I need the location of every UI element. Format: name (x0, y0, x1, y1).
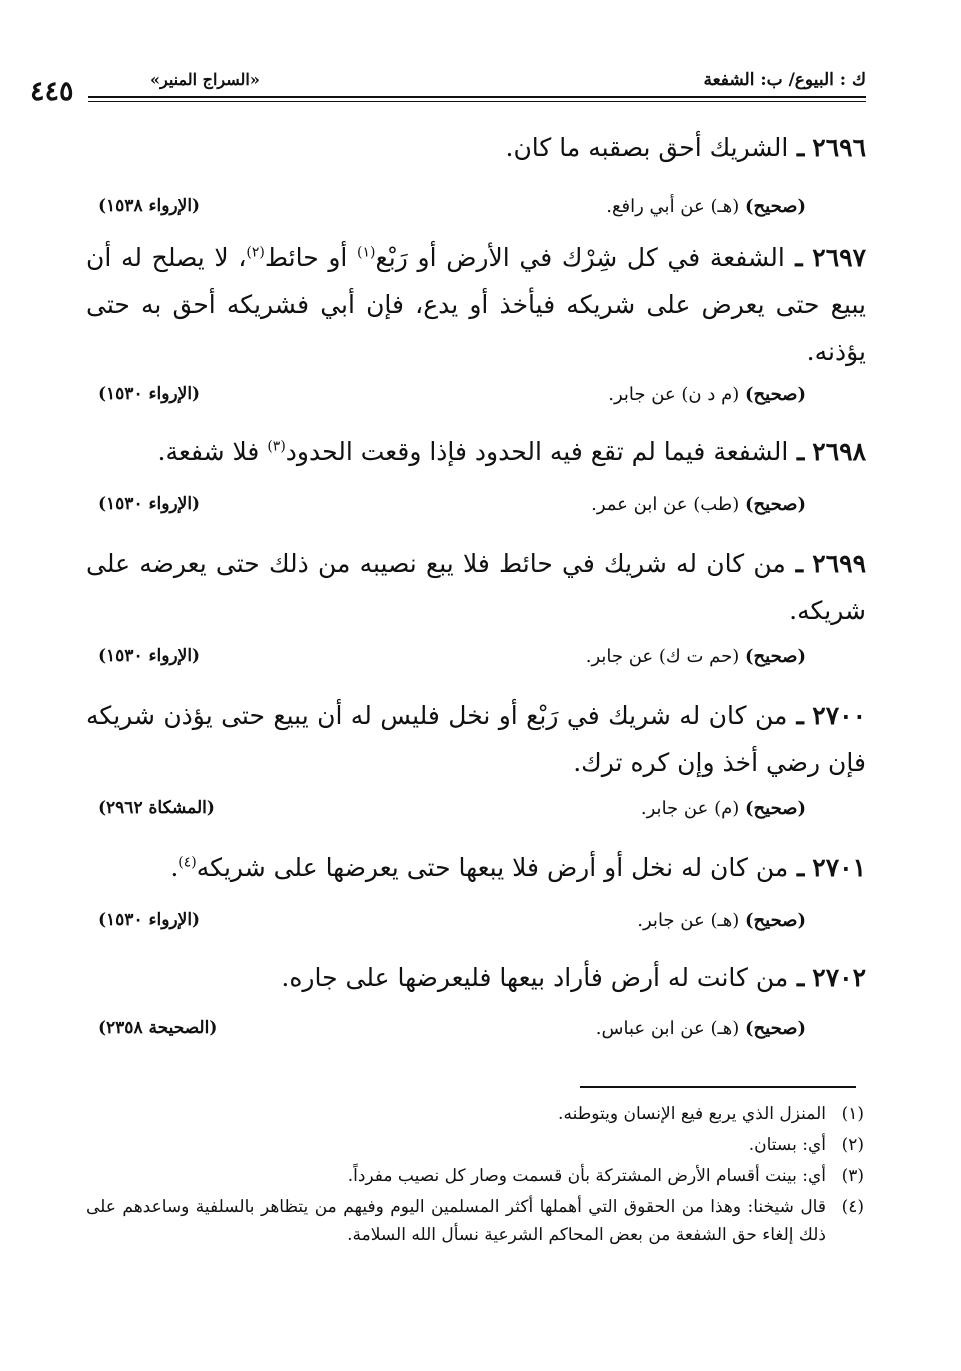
hadith-text: . (170, 853, 179, 882)
hadith-reference: (الإرواء ١٥٣٠) (98, 910, 201, 930)
hadith-reference: (الإرواء ١٥٣٠) (98, 494, 201, 514)
hadith-reference: (الصحيحة ٢٣٥٨) (98, 1018, 218, 1038)
footnote-item (86, 1193, 864, 1249)
hadith-dash: ـ (788, 853, 805, 882)
hadith-number: ٢٧٠٢ (812, 963, 866, 992)
hadith-reference: (الإرواء ١٥٣٠) (98, 384, 201, 404)
hadith-narrator: (م د ن) عن جابر. (608, 384, 740, 405)
hadith-source (86, 1018, 866, 1048)
page-number: ٤٤٥ (30, 76, 74, 107)
hadith-reference: (الإرواء ١٥٣٨) (98, 196, 201, 216)
hadith-entry (86, 428, 866, 475)
hadith-text: الشفعة في كل شِرْك في الأرض أو رَبْع (375, 243, 785, 272)
hadith-grade: (صحيح) (745, 494, 806, 515)
hadith-number: ٢٦٩٨ (812, 437, 866, 466)
footnote-number: (٣) (841, 1166, 864, 1186)
chapter-title: ك : البيوع/ ب: الشفعة (703, 70, 866, 90)
hadith-source (86, 384, 866, 414)
footnote-item (86, 1162, 864, 1190)
hadith-reference: (الإرواء ١٥٣٠) (98, 646, 201, 666)
book-title: «السراج المنير» (150, 70, 260, 89)
header-rule (88, 96, 866, 98)
hadith-narrator: (هـ) عن جابر. (637, 910, 740, 931)
hadith-source (86, 910, 866, 940)
footnote-marker[interactable]: (٤) (178, 854, 197, 871)
hadith-entry (86, 124, 866, 171)
hadith-number: ٢٧٠٠ (812, 701, 866, 730)
hadith-dash: ـ (788, 963, 805, 992)
hadith-dash: ـ (788, 133, 805, 162)
hadith-text: الشفعة فيما لم تقع فيه الحدود فإذا وقعت الحدود (285, 437, 789, 466)
footnote-marker[interactable]: (١) (357, 244, 376, 261)
hadith-dash: ـ (788, 437, 805, 466)
footnotes (86, 1100, 864, 1252)
footnote-marker[interactable]: (٣) (267, 438, 286, 455)
hadith-narrator: (طب) عن ابن عمر. (591, 494, 740, 515)
hadith-grade: (صحيح) (745, 646, 806, 667)
hadith-source (86, 494, 866, 524)
footnote-item (86, 1131, 864, 1159)
hadith-source (86, 798, 866, 828)
hadith-dash: ـ (785, 549, 804, 578)
hadith-number: ٢٧٠١ (812, 853, 866, 882)
footnote-text: أي: بينت أقسام الأرض المشتركة بأن قسمت وصار كل نصيب مفرداً. (347, 1166, 826, 1186)
hadith-number: ٢٦٩٦ (812, 133, 866, 162)
hadith-source (86, 646, 866, 676)
hadith-entry (86, 844, 866, 891)
hadith-entry (86, 692, 866, 786)
hadith-entry (86, 954, 866, 1001)
hadith-text: أو حائط (264, 243, 358, 272)
hadith-text: من كان له شريك في حائط فلا يبع نصيبه من ذلك حتى يعرضه على شريكه. (86, 549, 866, 625)
hadith-entry (86, 234, 866, 375)
header-rule-thin (88, 101, 866, 102)
hadith-grade: (صحيح) (745, 196, 806, 217)
hadith-source (86, 196, 866, 226)
hadith-text: من كان له نخل أو أرض فلا يبعها حتى يعرضها على شريكه (196, 853, 789, 882)
hadith-narrator: (حم ت ك) عن جابر. (585, 646, 740, 667)
hadith-grade: (صحيح) (745, 1018, 806, 1039)
hadith-grade: (صحيح) (745, 384, 806, 405)
footnote-item (86, 1100, 864, 1128)
footnote-text: المنزل الذي يربع فيع الإنسان ويتوطنه. (558, 1104, 826, 1124)
footnote-number: (٤) (841, 1197, 864, 1217)
hadith-text: فلا شفعة. (157, 437, 268, 466)
footnote-separator (580, 1086, 856, 1088)
hadith-dash: ـ (784, 243, 803, 272)
hadith-text: من كانت له أرض فأراد بيعها فليعرضها على جاره. (281, 963, 789, 992)
hadith-grade: (صحيح) (745, 910, 806, 931)
hadith-narrator: (هـ) عن أبي رافع. (606, 196, 740, 217)
footnote-text: أي: بستان. (748, 1135, 826, 1155)
hadith-entry (86, 540, 866, 634)
footnote-text: قال شيخنا: وهذا من الحقوق التي أهملها أكثر المسلمين اليوم وفيهم من يتظاهر بالسلفية وساعدهم على ذلك إلغاء حق الشفعة من بعض المحاكم الشرعية نسأل الله السلامة. (86, 1197, 826, 1245)
hadith-narrator: (هـ) عن ابن عباس. (595, 1018, 740, 1039)
hadith-dash: ـ (787, 701, 804, 730)
hadith-text: ، لا يصلح له أن يبيع حتى يعرض على شريكه فيأخذ أو يدع، فإن أبي فشريكه أحق به حتى يؤذنه. (86, 243, 866, 366)
page-header (30, 62, 866, 107)
hadith-text: الشريك أحق بصقبه ما كان. (505, 133, 789, 162)
hadith-text: من كان له شريك في رَبْع أو نخل فليس له أن يبيع حتى يؤذن شريكه فإن رضي أخذ وإن كره ترك. (86, 701, 866, 777)
footnote-number: (١) (841, 1104, 864, 1124)
hadith-reference: (المشكاة ٢٩٦٢) (98, 798, 215, 818)
footnote-number: (٢) (841, 1135, 864, 1155)
hadith-narrator: (م) عن جابر. (640, 798, 740, 819)
hadith-grade: (صحيح) (745, 798, 806, 819)
footnote-marker[interactable]: (٢) (246, 244, 265, 261)
hadith-number: ٢٦٩٧ (812, 243, 867, 272)
hadith-number: ٢٦٩٩ (812, 549, 866, 578)
